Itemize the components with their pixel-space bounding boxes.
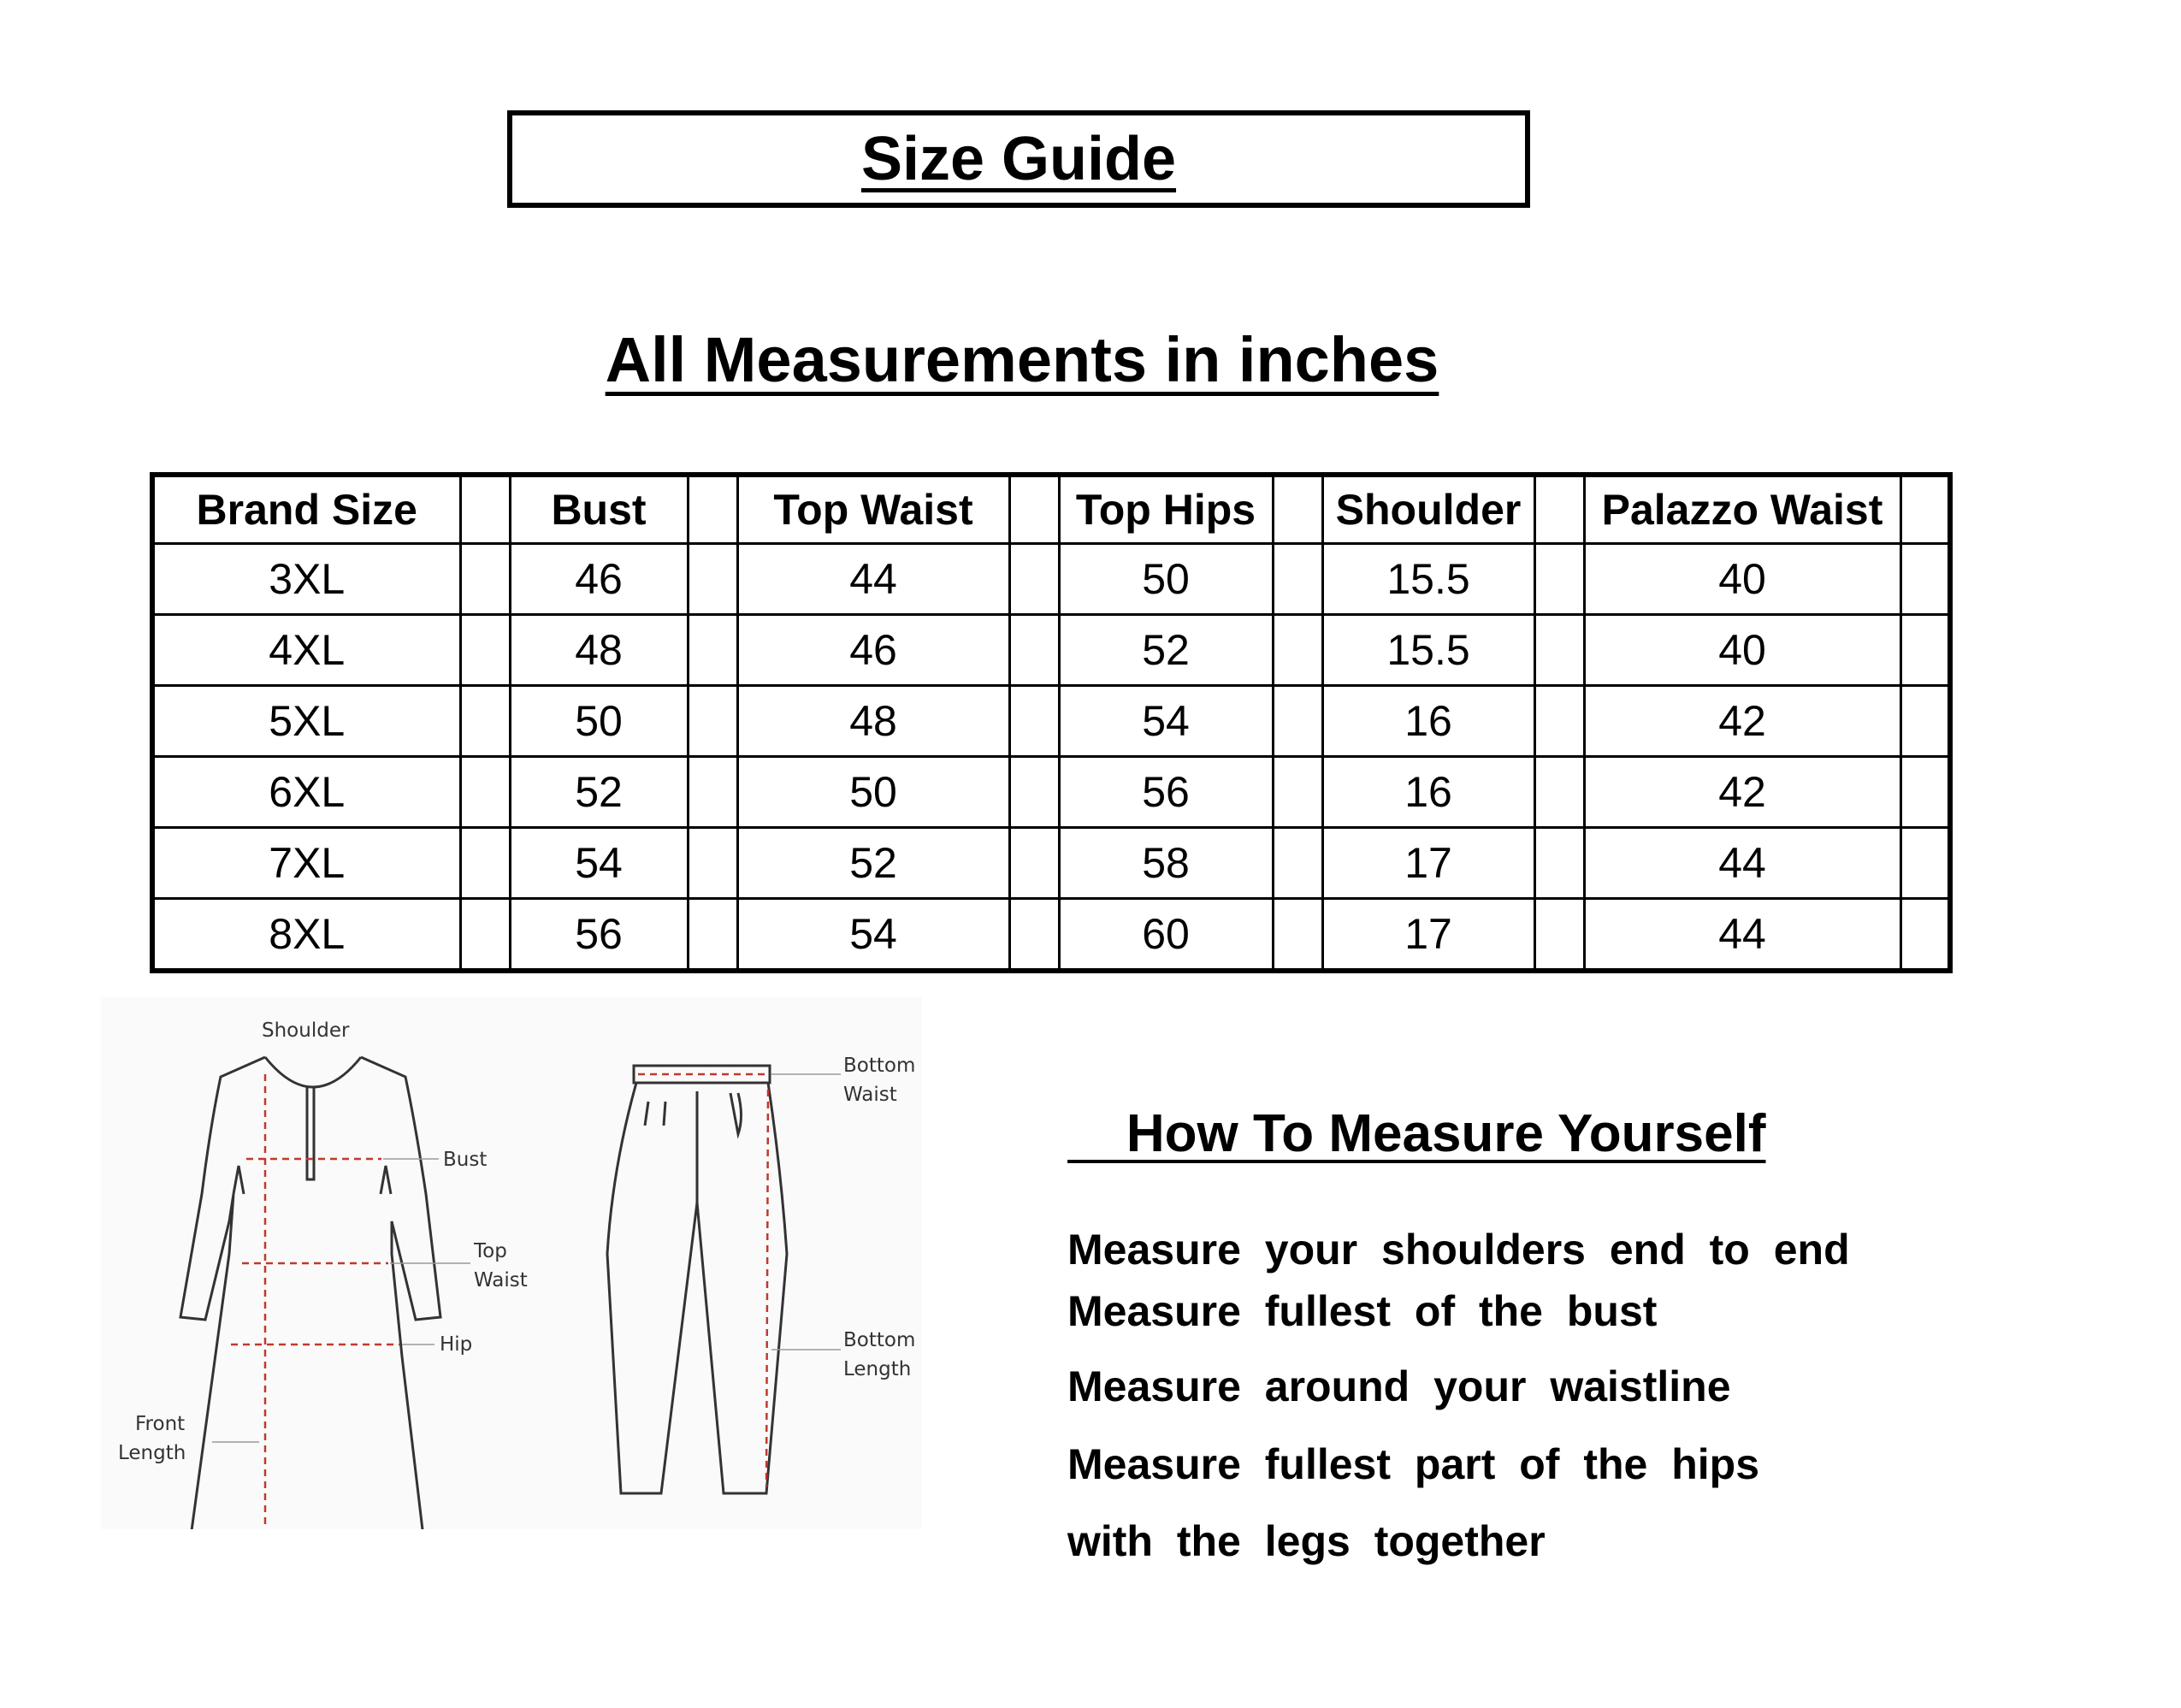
size-cell: 5XL	[152, 686, 460, 757]
spacer-cell	[1534, 615, 1584, 686]
spacer-cell	[460, 686, 510, 757]
label-bust: Bust	[443, 1149, 488, 1171]
bust-cell: 50	[510, 686, 688, 757]
bust-cell: 48	[510, 615, 688, 686]
top-hips-cell: 50	[1059, 544, 1273, 615]
tip-line: Measure your shoulders end to end	[1067, 1226, 1850, 1274]
spacer-cell	[688, 828, 737, 899]
label-front-length-2: Length	[118, 1442, 186, 1464]
label-top-waist-1: Top	[474, 1240, 507, 1262]
spacer-cell	[688, 615, 737, 686]
spacer-cell	[1900, 899, 1950, 972]
palazzo-waist-cell: 42	[1584, 686, 1900, 757]
label-bottom-waist-2: Waist	[843, 1084, 897, 1106]
table-row	[152, 757, 1950, 828]
spacer-cell	[1273, 828, 1322, 899]
top-waist-cell: 52	[737, 828, 1009, 899]
spacer-cell	[1534, 686, 1584, 757]
spacer-cell	[1273, 544, 1322, 615]
header-cell	[460, 475, 510, 544]
spacer-cell	[1009, 757, 1059, 828]
shoulder-cell: 15.5	[1322, 615, 1534, 686]
spacer-cell	[460, 757, 510, 828]
kurta-measure-lines	[231, 1074, 400, 1529]
spacer-cell	[1009, 828, 1059, 899]
spacer-cell	[1009, 686, 1059, 757]
spacer-cell	[1009, 615, 1059, 686]
kurta-leader-lines	[212, 1159, 473, 1442]
garment-illustration	[101, 997, 922, 1529]
top-hips-cell: 52	[1059, 615, 1273, 686]
spacer-cell	[1009, 544, 1059, 615]
top-hips-cell: 60	[1059, 899, 1273, 972]
table-row	[152, 899, 1950, 972]
palazzo-waist-cell: 44	[1584, 828, 1900, 899]
spacer-cell	[1534, 757, 1584, 828]
spacer-cell	[1900, 544, 1950, 615]
table-row	[152, 686, 1950, 757]
spacer-cell	[1900, 686, 1950, 757]
header-cell: Brand Size	[152, 475, 460, 544]
header-cell	[688, 475, 737, 544]
palazzo-outline	[607, 1066, 787, 1493]
spacer-cell	[1273, 757, 1322, 828]
header-cell: Top Hips	[1059, 475, 1273, 544]
header-cell: Top Waist	[737, 475, 1009, 544]
shoulder-cell: 17	[1322, 828, 1534, 899]
spacer-cell	[460, 544, 510, 615]
label-bottom-length-2: Length	[843, 1358, 912, 1380]
bust-cell: 46	[510, 544, 688, 615]
shoulder-cell: 15.5	[1322, 544, 1534, 615]
label-shoulder: Shoulder	[262, 1019, 350, 1042]
top-waist-cell: 44	[737, 544, 1009, 615]
spacer-cell	[1273, 899, 1322, 972]
spacer-cell	[460, 615, 510, 686]
spacer-cell	[1900, 828, 1950, 899]
table-row	[152, 544, 1950, 615]
header-cell	[1900, 475, 1950, 544]
kurta-outline	[180, 1057, 440, 1529]
tip-line: Measure fullest of the bust	[1067, 1287, 1658, 1335]
palazzo-waist-cell: 40	[1584, 544, 1900, 615]
spacer-cell	[688, 899, 737, 972]
size-cell: 4XL	[152, 615, 460, 686]
tip-line: Measure around your waistline	[1067, 1362, 1731, 1410]
measurement-diagram	[101, 997, 922, 1529]
palazzo-waist-cell: 42	[1584, 757, 1900, 828]
spacer-cell	[460, 828, 510, 899]
label-hip: Hip	[440, 1333, 473, 1356]
header-cell	[1534, 475, 1584, 544]
header-cell	[1273, 475, 1322, 544]
how-to-measure-heading: How To Measure Yourself	[1067, 1104, 1766, 1163]
spacer-cell	[688, 544, 737, 615]
table-header-row	[152, 475, 1950, 544]
spacer-cell	[1534, 899, 1584, 972]
size-table	[150, 472, 1953, 973]
page-title: Size Guide	[860, 125, 1177, 193]
shoulder-cell: 17	[1322, 899, 1534, 972]
top-hips-cell: 58	[1059, 828, 1273, 899]
bust-cell: 52	[510, 757, 688, 828]
title-box	[507, 110, 1530, 208]
top-waist-cell: 46	[737, 615, 1009, 686]
measurement-units-heading: All Measurements in inches	[605, 324, 1439, 395]
spacer-cell	[688, 757, 737, 828]
spacer-cell	[1534, 544, 1584, 615]
size-cell: 8XL	[152, 899, 460, 972]
top-hips-cell: 54	[1059, 686, 1273, 757]
spacer-cell	[1009, 899, 1059, 972]
shoulder-cell: 16	[1322, 686, 1534, 757]
top-waist-cell: 54	[737, 899, 1009, 972]
palazzo-waist-cell: 40	[1584, 615, 1900, 686]
tip-line: Measure fullest part of the hips	[1067, 1440, 1760, 1488]
top-waist-cell: 50	[737, 757, 1009, 828]
size-cell: 3XL	[152, 544, 460, 615]
header-cell: Shoulder	[1322, 475, 1534, 544]
top-waist-cell: 48	[737, 686, 1009, 757]
spacer-cell	[1900, 615, 1950, 686]
shoulder-cell: 16	[1322, 757, 1534, 828]
tip-line: with the legs together	[1067, 1517, 1546, 1565]
spacer-cell	[1273, 686, 1322, 757]
top-hips-cell: 56	[1059, 757, 1273, 828]
spacer-cell	[1900, 757, 1950, 828]
spacer-cell	[460, 899, 510, 972]
label-front-length-1: Front	[135, 1413, 186, 1435]
palazzo-waist-cell: 44	[1584, 899, 1900, 972]
bust-cell: 54	[510, 828, 688, 899]
header-cell: Palazzo Waist	[1584, 475, 1900, 544]
header-cell: Bust	[510, 475, 688, 544]
size-cell: 6XL	[152, 757, 460, 828]
size-cell: 7XL	[152, 828, 460, 899]
table-row	[152, 615, 1950, 686]
bust-cell: 56	[510, 899, 688, 972]
label-bottom-length-1: Bottom	[843, 1329, 916, 1351]
header-cell	[1009, 475, 1059, 544]
spacer-cell	[688, 686, 737, 757]
table-row	[152, 828, 1950, 899]
label-top-waist-2: Waist	[474, 1269, 528, 1291]
label-bottom-waist-1: Bottom	[843, 1055, 916, 1077]
spacer-cell	[1273, 615, 1322, 686]
spacer-cell	[1534, 828, 1584, 899]
